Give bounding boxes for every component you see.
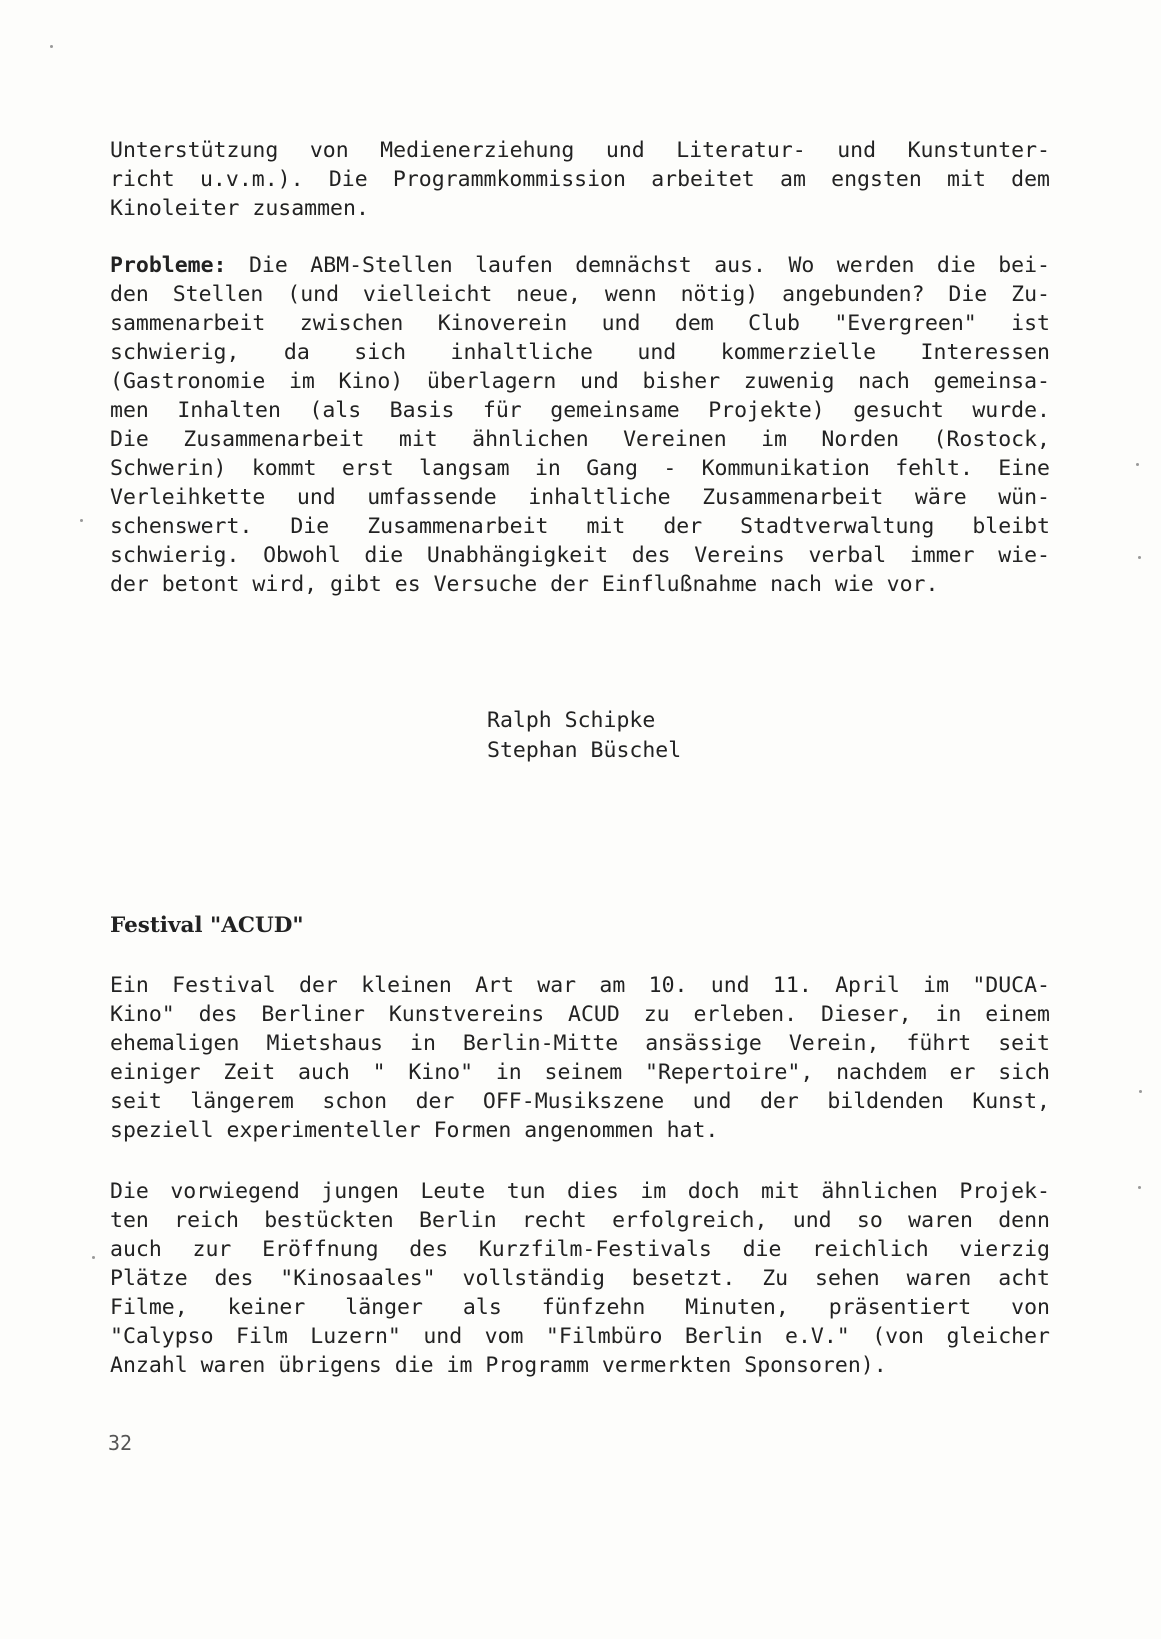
probleme-label: Probleme:	[110, 253, 227, 278]
paper-speck	[1136, 463, 1139, 466]
page-number: 32	[108, 1431, 133, 1455]
text-line: Plätze des "Kinosaales" vollständig besetzt. Zu sehen waren acht	[110, 1266, 1050, 1291]
text-line: ehemaligen Mietshaus in Berlin-Mitte ansässige Verein, führt seit	[110, 1031, 1050, 1056]
paper-speck	[50, 45, 53, 48]
text-line: Die Zusammenarbeit mit ähnlichen Vereinen im Norden (Rostock,	[110, 427, 1050, 452]
text-line: (Gastronomie im Kino) überlagern und bisher zuwenig nach gemeinsa-	[110, 369, 1050, 394]
text-line: der betont wird, gibt es Versuche der Einflußnahme nach wie vor.	[110, 572, 939, 597]
text-line: einiger Zeit auch " Kino" in seinem "Repertoire", nachdem er sich	[110, 1060, 1050, 1085]
text-line: Schwerin) kommt erst langsam in Gang - Kommunikation fehlt. Eine	[110, 456, 1050, 481]
text-line: Kino" des Berliner Kunstvereins ACUD zu erleben. Dieser, in einem	[110, 1002, 1050, 1027]
paper-speck	[80, 519, 83, 522]
text-line: men Inhalten (als Basis für gemeinsame Projekte) gesucht wurde.	[110, 398, 1050, 423]
text-line: den Stellen (und vielleicht neue, wenn nötig) angebunden? Die Zu-	[110, 282, 1050, 307]
author-name: Ralph Schipke	[487, 708, 656, 733]
text-line: richt u.v.m.). Die Programmkommission arbeitet am engsten mit dem	[110, 167, 1050, 192]
paper-speck	[92, 1256, 95, 1259]
text-line: Kinoleiter zusammen.	[110, 196, 369, 221]
text-line-rest: Die ABM-Stellen laufen demnächst aus. Wo werden die bei-	[248, 253, 1050, 278]
text-line: ten reich bestückten Berlin recht erfolgreich, und so waren denn	[110, 1208, 1050, 1233]
paper-speck	[1138, 556, 1141, 559]
paragraph-leute	[110, 1177, 1050, 1380]
paper-speck	[1139, 1090, 1142, 1093]
text-line: speziell experimenteller Formen angenommen hat.	[110, 1118, 719, 1143]
text-line: Filme, keiner länger als fünfzehn Minuten, präsentiert von	[110, 1295, 1050, 1320]
paragraph-probleme	[110, 251, 1050, 599]
paragraph-festival	[110, 971, 1050, 1145]
text-line	[110, 251, 1050, 280]
text-line: Ein Festival der kleinen Art war am 10. und 11. April im "DUCA-	[110, 973, 1050, 998]
text-line: auch zur Eröffnung des Kurzfilm-Festivals die reichlich vierzig	[110, 1237, 1050, 1262]
text-line: schenswert. Die Zusammenarbeit mit der Stadtverwaltung bleibt	[110, 514, 1050, 539]
section-heading: Festival "ACUD"	[110, 913, 304, 938]
paper-speck	[1138, 1186, 1141, 1189]
text-line: sammenarbeit zwischen Kinoverein und dem Club "Evergreen" ist	[110, 311, 1050, 336]
paragraph-intro	[110, 136, 1050, 223]
signature-block	[487, 706, 681, 766]
text-line: Anzahl waren übrigens die im Programm vermerkten Sponsoren).	[110, 1353, 887, 1378]
text-line: seit längerem schon der OFF-Musikszene und der bildenden Kunst,	[110, 1089, 1050, 1114]
text-line: schwierig, da sich inhaltliche und kommerzielle Interessen	[110, 340, 1050, 365]
text-line: schwierig. Obwohl die Unabhängigkeit des Vereins verbal immer wie-	[110, 543, 1050, 568]
author-name: Stephan Büschel	[487, 738, 682, 763]
text-line: Unterstützung von Medienerziehung und Literatur- und Kunstunter-	[110, 138, 1050, 163]
text-line: Die vorwiegend jungen Leute tun dies im doch mit ähnlichen Projek-	[110, 1179, 1050, 1204]
text-line: Verleihkette und umfassende inhaltliche Zusammenarbeit wäre wün-	[110, 485, 1050, 510]
text-line: "Calypso Film Luzern" und vom "Filmbüro Berlin e.V." (von gleicher	[110, 1324, 1050, 1349]
